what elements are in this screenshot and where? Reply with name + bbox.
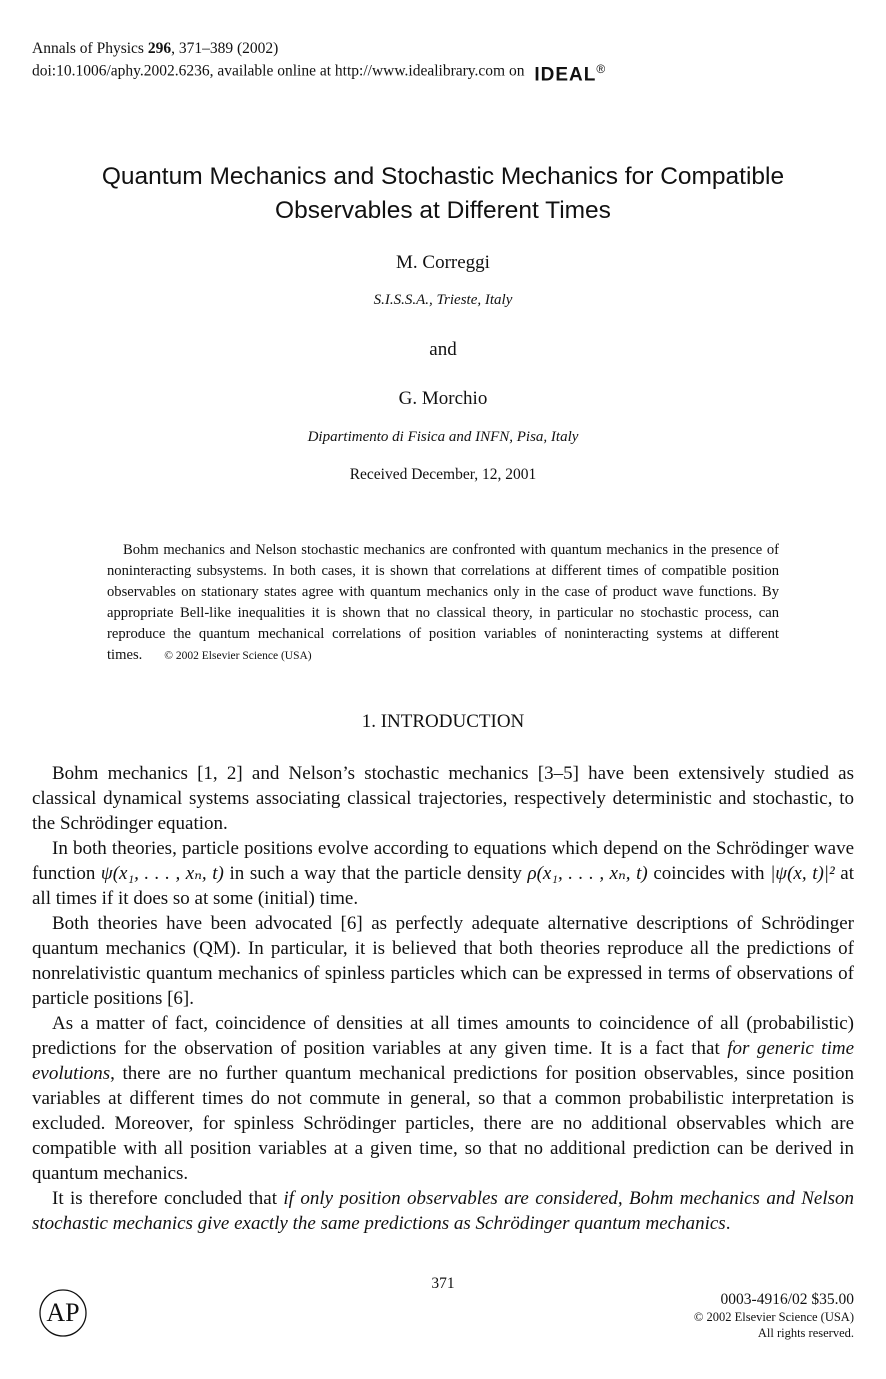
rights-reserved: All rights reserved. xyxy=(757,1326,854,1340)
body-text xyxy=(32,761,854,1236)
registered-mark: ® xyxy=(596,62,607,76)
abstract-text: Bohm mechanics and Nelson stochastic mechanics are confronted with quantum mechanics in the presence of noninteracting subsystems. In both cases, it is shown that correlations at different times of compatible position observables on stationary states agree with quantum mechanics only in the case of product wave functions. By appropriate Bell-like inequalities it is shown that no classical theory, in particular no stochastic process, can reproduce the quantum mechanical correlations of position variables of noninteracting systems at different times. xyxy=(107,542,779,663)
ideal-logo-text: IDEAL xyxy=(534,64,597,86)
journal-volume: 296 xyxy=(147,40,172,57)
paper-title: Quantum Mechanics and Stochastic Mechanics for Compatible Observables at Different Times xyxy=(101,163,785,224)
issn-price: 0003-4916/02 $35.00 xyxy=(720,1291,854,1308)
author-name: G. Morchio xyxy=(398,388,488,409)
emphasis: if only position observables are considered, Bohm mechanics and Nelson stochastic mechanics give exactly the same predictions as Schrödinger quantum mechanics xyxy=(32,1188,854,1234)
citation-line xyxy=(32,39,606,59)
page-number: 371 xyxy=(431,1275,455,1292)
journal-header xyxy=(32,39,606,85)
abstract-copyright: © 2002 Elsevier Science (USA) xyxy=(164,650,312,662)
price-block xyxy=(694,1291,854,1341)
ap-logo-icon xyxy=(38,1288,88,1338)
received-date: Received December, 12, 2001 xyxy=(349,466,537,483)
journal-pages: , 371–389 (2002) xyxy=(171,40,279,57)
author-name: M. Correggi xyxy=(396,252,490,273)
doi-text: doi:10.1006/aphy.2002.6236, available online at http://www.idealibrary.com on xyxy=(32,62,525,80)
emphasis: for generic time evolutions xyxy=(32,1038,855,1084)
footer-copyright: © 2002 Elsevier Science (USA) xyxy=(693,1310,854,1324)
section-heading: 1. INTRODUCTION xyxy=(361,711,525,732)
paragraph: In both theories, particle positions evolve according to equations which depend on the Schrödinger wave function ψ(x₁, . . . , xₙ, t) in such a way that the particle density ρ(x₁, . . . , xₙ, t) coincides with |ψ(x, t)|² at all times if it does so at some (initial) time. xyxy=(32,838,855,909)
math-abs-psi: |ψ(x, t)|² xyxy=(770,863,835,884)
doi-line xyxy=(32,59,606,85)
paragraph: Both theories have been advocated [6] as perfectly adequate alternative descriptions of Schrödinger quantum mechanics (QM). In particular, it is believed that both theories reproduce all the predictions of nonrelativistic quantum mechanics of spinless particles which can be expressed in terms of observations of particle positions [6]. xyxy=(32,913,854,1009)
author-affiliation: Dipartimento di Fisica and INFN, Pisa, Italy xyxy=(307,429,579,445)
paragraph: As a matter of fact, coincidence of densities at all times amounts to coincidence of all (probabilistic) predictions for the observation of position variables at any given time. It is a fact that for generic time evolutions, there are no further quantum mechanical predictions for position observables, since position variables at different times do not commute in general, so that a common probabilistic interpretation is excluded. Moreover, for spinless Schrödinger particles, there are no additional observables which are compatible with all position variables at a given time, so that no additional prediction can be derived in quantum mechanics. xyxy=(32,1013,855,1184)
paragraph: Bohm mechanics [1, 2] and Nelson’s stochastic mechanics [3–5] have been extensively studied as classical dynamical systems associating classical trajectories, respectively deterministic and stochastic, to the Schrödinger equation. xyxy=(32,763,854,834)
author-conjunction: and xyxy=(429,339,457,360)
math-rho: ρ(x₁, . . . , xₙ, t) xyxy=(527,863,648,884)
journal-name: Annals of Physics xyxy=(32,40,144,57)
paragraph: It is therefore concluded that if only position observables are considered, Bohm mechanics and Nelson stochastic mechanics give exactly the same predictions as Schrödinger quantum mechanics. xyxy=(32,1188,854,1234)
abstract xyxy=(107,540,779,667)
ap-logo-text: AP xyxy=(46,1298,80,1327)
math-psi: ψ(x₁, . . . , xₙ, t) xyxy=(100,863,224,884)
ideal-logo xyxy=(534,59,606,85)
author-affiliation: S.I.S.S.A., Trieste, Italy xyxy=(373,292,513,308)
